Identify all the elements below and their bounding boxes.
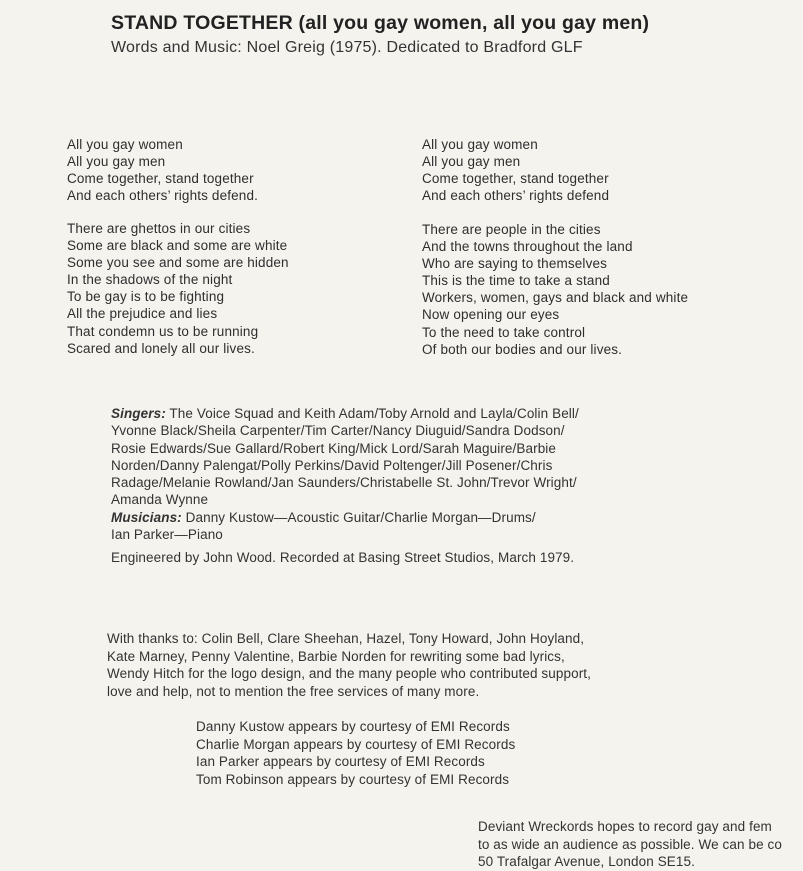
lyric-line: Scared and lonely all our lives. (67, 340, 255, 356)
lyrics-right-chorus (422, 136, 609, 204)
lyric-line: This is the time to take a stand (422, 273, 610, 289)
singers-line: Amanda Wynne (111, 492, 209, 508)
thanks-line: Wendy Hitch for the logo design, and the many people who contributed support, (107, 666, 591, 681)
singers-line: Radage/Melanie Rowland/Jan Saunders/Christabelle St. John/Trevor Wright/ (111, 475, 577, 491)
courtesy-line: Charlie Morgan appears by courtesy of EMI Records (196, 736, 516, 752)
courtesy-block (196, 718, 515, 788)
lyric-line: All you gay women (422, 137, 538, 152)
lyric-line: All the prejudice and lies (67, 306, 218, 322)
singers-line: Yvonne Black/Sheila Carpenter/Tim Carter/Nancy Diuguid/Sandra Dodson/ (111, 423, 565, 439)
engineered-line: Engineered by John Wood. Recorded at Basing Street Studios, March 1979. (111, 550, 575, 566)
lyric-line: All you gay men (422, 154, 521, 170)
footer-note (478, 818, 803, 871)
musicians-label: Musicians: (111, 509, 182, 525)
lyric-line: That condemn us to be running (67, 323, 259, 339)
courtesy-line: Ian Parker appears by courtesy of EMI Records (196, 754, 485, 769)
lyric-line: All you gay men (67, 154, 166, 170)
lyric-line: Come together, stand together (67, 171, 254, 187)
footer-line: Deviant Wreckords hopes to record gay and fem (478, 819, 772, 834)
lyrics-left-verse (67, 220, 289, 357)
song-credit-subtitle: Words and Music: Noel Greig (1975). Dedicated to Bradford GLF (111, 39, 583, 56)
singers-line (111, 405, 671, 422)
lyric-line: Workers, women, gays and black and white (422, 290, 689, 306)
singers-label: Singers: (111, 406, 166, 421)
lyric-line: There are people in the cities (422, 222, 601, 237)
lyric-line: Now opening our eyes (422, 307, 560, 323)
lyric-line: And the towns throughout the land (422, 239, 633, 255)
musicians-text: Danny Kustow—Acoustic Guitar/Charlie Morgan—Drums/ (181, 509, 536, 525)
lyric-line: Who are saying to themselves (422, 256, 608, 272)
singers-line: Norden/Danny Palengat/Polly Perkins/David Poltenger/Jill Posener/Chris (111, 457, 553, 473)
thanks-paragraph (107, 630, 687, 700)
lyric-line: All you gay women (67, 137, 183, 152)
lyric-line: Some are black and some are white (67, 238, 288, 254)
musicians-line: Ian Parker—Piano (111, 527, 223, 543)
courtesy-line: Danny Kustow appears by courtesy of EMI Records (196, 719, 510, 734)
lyrics-left-chorus (67, 136, 258, 204)
lyric-line: There are ghettos in our cities (67, 221, 251, 236)
lyric-line: Come together, stand together (422, 171, 609, 187)
lyrics-right-verse (422, 221, 688, 358)
lyric-line: Some you see and some are hidden (67, 255, 289, 271)
footer-line: to as wide an audience as possible. We can be co (478, 836, 782, 852)
singers-text: The Voice Squad and Keith Adam/Toby Arnold and Layla/Colin Bell/ (165, 406, 579, 421)
singers-line: Rosie Edwards/Sue Gallard/Robert King/Mick Lord/Sarah Maguire/Barbie (111, 440, 557, 456)
lyric-line: In the shadows of the night (67, 272, 233, 288)
thanks-line: Kate Marney, Penny Valentine, Barbie Norden for rewriting some bad lyrics, (107, 648, 565, 664)
song-title: STAND TOGETHER (all you gay women, all you gay men) (111, 12, 650, 34)
courtesy-line: Tom Robinson appears by courtesy of EMI Records (196, 771, 510, 787)
thanks-line: love and help, not to mention the free services of many more. (107, 683, 480, 699)
lyric-line: And each others’ rights defend. (67, 188, 259, 204)
lyric-line: To be gay is to be fighting (67, 289, 225, 305)
lyric-line: To the need to take control (422, 324, 586, 340)
musicians-line (111, 509, 671, 526)
lyric-line: Of both our bodies and our lives. (422, 341, 623, 357)
footer-address: 50 Trafalgar Avenue, London SE15. (478, 854, 695, 869)
lyric-line: And each others’ rights defend (422, 188, 610, 204)
credits-block (111, 405, 671, 567)
thanks-line: With thanks to: Colin Bell, Clare Sheehan, Hazel, Tony Howard, John Hoyland, (107, 631, 585, 646)
